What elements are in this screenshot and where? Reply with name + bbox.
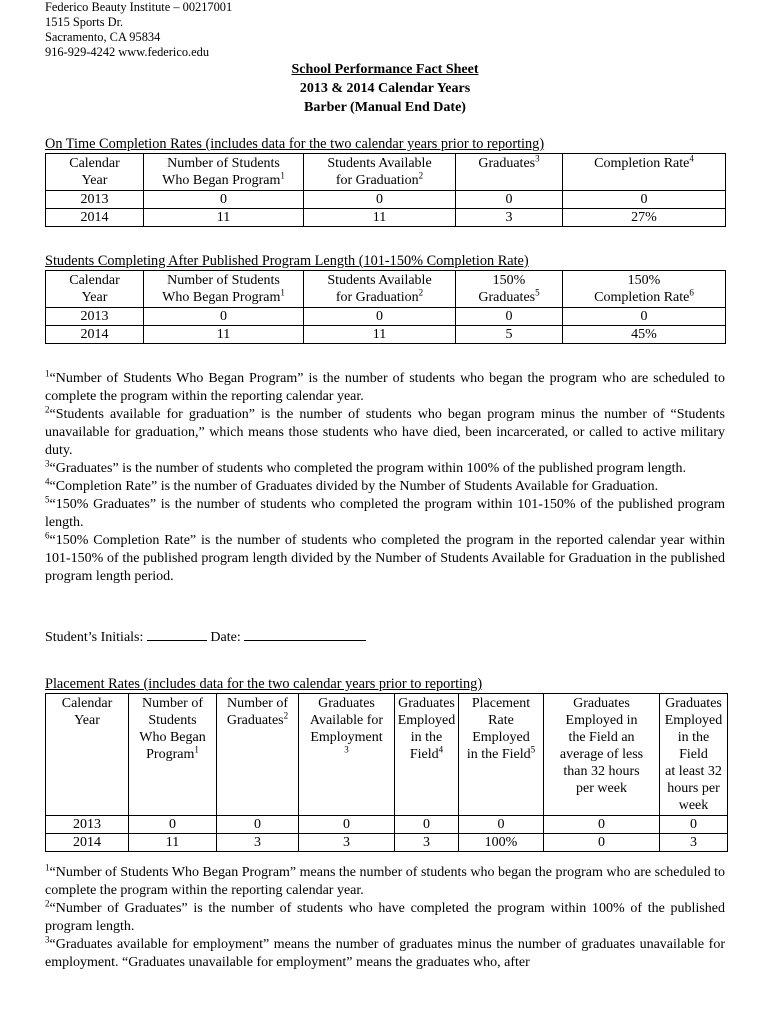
header-cell: Students Available for Graduation$^2$ [304,154,456,191]
value-cell: 0 [395,816,459,834]
header-cell: Students Available for Graduation$^2$ [304,271,456,308]
table-header-row [46,154,726,191]
value-cell: 0 [563,308,726,326]
initials-date-line [45,628,366,646]
value-cell: 3 [395,834,459,852]
footnote: $^1$“Number of Students Who Began Program” is the number of students who began the program who are scheduled to complete the program within the reporting calendar year. [45,368,725,404]
year-cell: 2013 [46,816,129,834]
on-time-completion-caption: On Time Completion Rates (includes data for the two calendar years prior to reporting) [45,136,545,152]
header-cell: 150% Completion Rate$^6$ [563,271,726,308]
page-title: School Performance Fact Sheet [291,62,479,77]
value-cell: 11 [129,834,217,852]
footnote: $^4$“Completion Rate” is the number of Graduates divided by the Number of Students Available for Graduation. [45,476,659,494]
value-cell: 0 [299,816,395,834]
on-time-completion-table [45,153,726,227]
program-name: Barber (Manual End Date) [304,100,466,115]
date-label: Date: [210,630,241,645]
value-cell: 100% [459,834,544,852]
value-cell: 27% [563,209,726,227]
value-cell: 0 [217,816,299,834]
table-row [46,209,726,227]
value-cell: 0 [544,834,660,852]
value-cell: 0 [563,191,726,209]
year-cell: 2013 [46,191,144,209]
value-cell: 3 [299,834,395,852]
value-cell: 0 [456,308,563,326]
initials-label: Student’s Initials: [45,630,144,645]
placement-footnotes [45,864,725,972]
header-cell: Number of Students Who Began Program$^1$ [144,154,304,191]
table1-body [46,154,726,227]
header-cell: Number of Students Who Began Program$^1$ [129,694,217,816]
header-cell: Graduates Employed in the Field$^4$ [395,694,459,816]
value-cell: 0 [304,308,456,326]
table2-body [46,271,726,344]
initials-blank[interactable] [147,628,207,641]
value-cell: 0 [144,191,304,209]
footnote: $^3$“Graduates” is the number of students who completed the program within 100% of the published program length. [45,458,686,476]
value-cell: 0 [459,816,544,834]
header-cell: Graduates$^3$ [456,154,563,191]
city-line: Sacramento, CA 95834 [45,30,161,44]
header-cell: 150% Graduates$^5$ [456,271,563,308]
value-cell: 0 [304,191,456,209]
table-header-row [46,271,726,308]
completion-footnotes [45,370,725,586]
placement-rates-caption: Placement Rates (includes data for the two calendar years prior to reporting) [45,676,483,692]
year-cell: 2014 [46,834,129,852]
calendar-years-subtitle: 2013 & 2014 Calendar Years [299,81,471,96]
table3-body [46,694,728,852]
year-cell: 2013 [46,308,144,326]
footnote: $^3$“Graduates available for employment” means the number of graduates minus the number of graduates unavailable for employment. “Graduates unavailable for employment” means the graduates who, after [45,934,725,970]
after-program-length-table [45,270,726,344]
value-cell: 0 [144,308,304,326]
header-cell: Number of Students Who Began Program$^1$ [144,271,304,308]
header-cell: Placement Rate Employed in the Field$^5$ [459,694,544,816]
header-cell: Calendar Year [46,154,144,191]
value-cell: 11 [144,326,304,344]
header-cell: Completion Rate$^4$ [563,154,726,191]
header-cell: Calendar Year [46,271,144,308]
value-cell: 0 [660,816,728,834]
value-cell: 3 [456,209,563,227]
date-blank[interactable] [244,628,366,641]
table-row [46,816,728,834]
after-program-length-caption: Students Completing After Published Program Length (101-150% Completion Rate) [45,253,529,269]
header-cell: Graduates Employed in the Field an average of less than 32 hours per week [544,694,660,816]
year-cell: 2014 [46,209,144,227]
value-cell: 0 [544,816,660,834]
table-row [46,326,726,344]
placement-rates-table [45,693,728,852]
value-cell: 11 [304,326,456,344]
value-cell: 0 [456,191,563,209]
phone-web-line: 916-929-4242 www.federico.edu [45,45,210,59]
value-cell: 3 [660,834,728,852]
value-cell: 5 [456,326,563,344]
table-row [46,191,726,209]
header-cell: Calendar Year [46,694,129,816]
footnote: $^1$“Number of Students Who Began Program” means the number of students who began the program who are scheduled to complete the program within the reporting calendar year. [45,862,725,898]
school-name-line: Federico Beauty Institute – 00217001 [45,0,233,14]
value-cell: 3 [217,834,299,852]
school-address-block [45,0,232,60]
footnote: $^2$“Number of Graduates” is the number of students who have completed the program within 100% of the published program length. [45,898,725,934]
header-cell: Number of Graduates$^2$ [217,694,299,816]
footnote: $^6$“150% Completion Rate” is the number of students who completed the program in the reported calendar year within 101-150% of the published program length divided by the Number of Students Available for Graduation in the published program length period. [45,530,725,584]
table-row [46,308,726,326]
footnote: $^5$“150% Graduates” is the number of students who completed the program within 101-150% of the published program length. [45,494,725,530]
footnote: $^2$“Students available for graduation” is the number of students who began program minus the number of “Students unavailable for graduation,” which means those students who have died, been incarcerated, or called to active military duty. [45,404,725,458]
value-cell: 0 [129,816,217,834]
value-cell: 11 [304,209,456,227]
street-line: 1515 Sports Dr. [45,15,124,29]
year-cell: 2014 [46,326,144,344]
document-heading [0,60,770,117]
value-cell: 11 [144,209,304,227]
header-cell: Graduates Employed in the Field at least 32 hours per week [660,694,728,816]
table-row [46,834,728,852]
value-cell: 45% [563,326,726,344]
header-cell: Graduates Available for Employment $^3$ [299,694,395,816]
table-header-row [46,694,728,816]
